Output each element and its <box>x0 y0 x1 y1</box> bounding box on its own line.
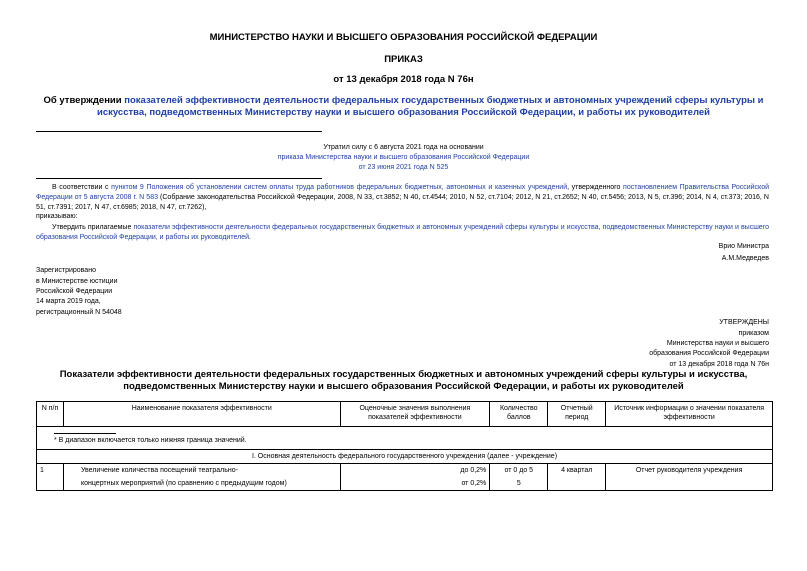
th-source: Источник информации о значении показателя эффективности <box>606 402 773 427</box>
row1-value2: от 0,2% <box>461 480 487 487</box>
th-estimated-values: Оценочные значения выполнения показателей эффективности <box>340 402 490 427</box>
approval-line3: Министерства науки и высшего <box>666 340 769 347</box>
body-p1-link-decree[interactable]: постановлением Правительства Российской Федерации от 5 августа 2008 г. N 583 <box>36 184 769 201</box>
body-p1-link-regulation[interactable]: пунктом 9 Положения об установлении систем оплаты труда работников федеральных бюджетных, автономных и казенных учреждений <box>111 184 568 191</box>
footnote-divider <box>54 433 116 434</box>
status-note-link-line2[interactable]: приказа Министерства науки и высшего образования Российской Федерации <box>277 154 530 161</box>
table-section-heading: I. Основная деятельность федерального государственного учреждения (далее - учреждение) <box>37 450 773 464</box>
signature-position: Врио Министра <box>718 243 769 250</box>
registration-line1: Зарегистрировано <box>36 267 96 274</box>
body-p3-text-a: Утвердить прилагаемые <box>52 224 134 231</box>
doc-date-number: от 13 декабря 2018 года N 76н <box>333 74 474 85</box>
annex-title-line2: подведомственных Министерству науки и высшего образования Российской Федерации, и работы их руководителей <box>123 381 684 392</box>
annex-title-line1: Показатели эффективности деятельности федеральных государственных бюджетных и автономных учреждений сферы культуры и искусства, <box>59 369 748 380</box>
table-header-row <box>37 402 773 427</box>
body-paragraph-3 <box>36 223 769 243</box>
body-p1-text-c: (Собрание законодательства Российской Федерации, 2008, N 33, ст.3852; N 40, ст.4544; 2010, N 52, ст.7104; 2012, N 21, ст.2652; N 40, ст.5456; 2013, N 5, ст.396; 2014, N 4, ст.373; 2016, N 51, ст.7391; 2017, N 47, ст.6985; 2018, N 47, ст.7262), <box>36 194 769 211</box>
th-number: N п/п <box>37 402 64 427</box>
row1-indicator-line2: концертных мероприятий (по сравнению с предыдущим годом) <box>80 480 287 487</box>
approval-line4: образования Российской Федерации <box>649 350 769 357</box>
row1-points1: от 0 до 5 <box>504 467 534 474</box>
row1-period: 4 квартал <box>548 464 606 491</box>
signature-name: А.М.Медведев <box>721 255 769 262</box>
body-p1-text-a: В соответствии с <box>52 184 112 191</box>
registration-line2: в Министерстве юстиции <box>36 278 118 285</box>
table-section-row <box>37 450 773 464</box>
body-p1-text-b: , утвержденного <box>567 184 624 191</box>
approval-line2: приказом <box>738 330 769 337</box>
row1-number: 1 <box>37 464 64 491</box>
footnote-text: * В диапазон включается только нижняя граница значений. <box>54 437 247 444</box>
ministry-heading: МИНИСТЕРСТВО НАУКИ И ВЫСШЕГО ОБРАЗОВАНИЯ РОССИЙСКОЙ ФЕДЕРАЦИИ <box>209 32 598 43</box>
approval-line5: от 13 декабря 2018 года N 76н <box>669 361 769 368</box>
row1-indicator-line1: Увеличение количества посещений театрально- <box>80 467 238 474</box>
doc-title <box>40 95 767 119</box>
row1-points <box>490 464 548 491</box>
body-paragraph-2: приказываю: <box>36 213 78 220</box>
row1-source: Отчет руководителя учреждения <box>606 464 773 491</box>
registration-line4: 14 марта 2019 года, <box>36 298 101 305</box>
status-note-line1: Утратил силу с 6 августа 2021 года на основании <box>323 144 484 151</box>
row1-value1: до 0,2% <box>460 467 487 474</box>
indicators-table <box>36 401 773 491</box>
table-footnote-row <box>37 427 773 450</box>
th-indicator-name: Наименование показателя эффективности <box>63 402 340 427</box>
row1-values <box>340 464 490 491</box>
doc-title-prefix: Об утверждении <box>43 95 125 106</box>
divider-bottom <box>36 178 322 179</box>
body-p3-link-indicators[interactable]: показатели эффективности деятельности федеральных государственных бюджетных и автономных учреждений сферы культуры и искусства, подведомственных Министерству науки и высшего образования Российской Федерации, и работы их руководителей <box>36 224 769 241</box>
th-points: Количество баллов <box>490 402 548 427</box>
doc-title-link[interactable]: показателей эффективности деятельности федеральных государственных бюджетных и автономных учреждений сферы культуры и искусства, подведомственных Министерству науки и высшего образования Российской Федерации, и работы их руководителей <box>97 95 764 118</box>
row1-points2: 5 <box>516 480 521 487</box>
approval-line1: УТВЕРЖДЕНЫ <box>719 319 769 326</box>
body-paragraph-1 <box>36 183 769 213</box>
table-footnote <box>37 427 773 450</box>
registration-line5: регистрационный N 54048 <box>36 309 122 316</box>
status-note-link-line3[interactable]: от 23 июня 2021 года N 525 <box>358 164 449 171</box>
table-row <box>37 464 773 491</box>
doc-type: ПРИКАЗ <box>384 54 423 65</box>
body-p3-text-b: . <box>249 234 251 241</box>
divider-top <box>36 131 322 132</box>
registration-line3: Российской Федерации <box>36 288 113 295</box>
row1-indicator <box>63 464 340 491</box>
th-period: Отчетный период <box>548 402 606 427</box>
